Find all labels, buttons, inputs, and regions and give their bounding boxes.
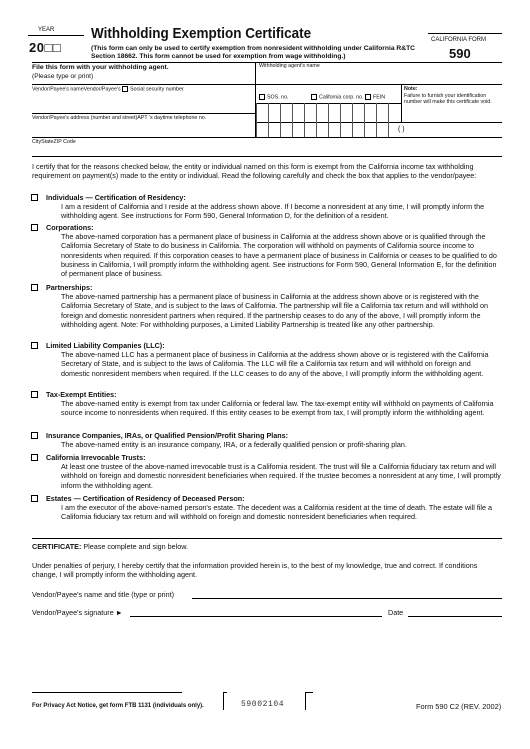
ca-corp-option	[311, 94, 363, 100]
apt-label: APT	[137, 115, 148, 121]
option-text: I am the executor of the above-named person's estate. The decedent was a California resident at the time of death. The estate will file a California fiduciary tax return and will withhold on foreign and domestic nonresident beneficiaries when required.	[61, 503, 493, 522]
option-heading: Limited Liability Companies (LLC):	[46, 341, 165, 350]
type-or-print-note: (Please type or print)	[32, 73, 94, 80]
note-label: Note:	[404, 86, 418, 92]
option-text: The above-named partnership has a permanent place of business in California at the address shown above or is registered with the California Secretary of State, and is subject to the laws of California. The partnership will file a California tax return and will withhold on foreign and domestic nonresident partners when required. If the partnership ceases to do any of the above, I will promptly inform the withholding agent. Note: For withholding purposes, a Limited Liability Partnership is treated like any other partnership.	[61, 292, 488, 329]
sos-option	[259, 94, 289, 100]
option-individuals	[31, 193, 501, 221]
option-partnerships	[31, 283, 501, 329]
footer-mark-right-top	[305, 692, 313, 693]
sos-checkbox[interactable]	[259, 94, 265, 100]
year-divider	[28, 35, 84, 36]
form-number: 590	[449, 46, 471, 61]
fein-label: FEIN	[373, 94, 386, 101]
signature-field[interactable]	[130, 616, 382, 617]
option-text: At least one trustee of the above-named irrevocable trust is a California resident. The trust will file a California fiduciary tax return and will withhold on foreign and domestic nonresident beneficiaries when required. If the trustee becomes a nonresident at any time, I will promptly inform the withholding agent.	[61, 462, 501, 490]
year-field[interactable]: 20□□	[29, 40, 62, 55]
option-corporations	[31, 223, 501, 278]
note-divider	[401, 84, 402, 122]
year-label: YEAR	[38, 27, 55, 33]
date-field[interactable]	[408, 616, 502, 617]
option-llc	[31, 341, 501, 378]
agent-name-field[interactable]	[256, 70, 502, 84]
name-title-field[interactable]	[192, 598, 502, 599]
option-text: The above-named corporation has a permanent place of business in California at the address shown above or is qualified through the California Secretary of State to do business in California. The corporation will withhold on payments of California source income to nonresidents when required. If this corporation ceases to have a permanent place of business in California or ceases to be qualified to do business in California, I will promptly inform the withholding agent. See instructions for Form 590, General Information E, for the definition of permanent place of business.	[61, 232, 497, 279]
privacy-notice: For Privacy Act Notice, get form FTB 1131 (individuals only).	[32, 703, 204, 709]
city-label: City	[32, 139, 42, 145]
option-heading: Individuals — Certification of Residency:	[46, 193, 186, 202]
llc-checkbox[interactable]	[31, 342, 38, 349]
california-form-label: CALIFORNIA FORM	[431, 37, 487, 43]
grid-rule-3	[32, 137, 502, 138]
tax-exempt-checkbox[interactable]	[31, 391, 38, 398]
option-tax-exempt	[31, 390, 501, 418]
grid-rule-2	[32, 113, 255, 114]
ssn-label: Social security number	[130, 86, 184, 93]
form-code: 59002104	[241, 700, 285, 709]
grid-bottom-rule	[32, 156, 502, 157]
certificate-instruction: Please complete and sign below.	[81, 542, 189, 551]
certificate-heading	[32, 542, 188, 551]
irrevocable-trusts-checkbox[interactable]	[31, 454, 38, 461]
partnerships-checkbox[interactable]	[31, 284, 38, 291]
estates-checkbox[interactable]	[31, 495, 38, 502]
vendor-name-label-text: Vendor/Payee's name	[32, 86, 84, 93]
file-instructions: File this form with your withholding agent.	[32, 64, 169, 71]
footer-mark-right	[305, 692, 306, 710]
option-text: The above-named LLC has a permanent place of business in California at the address shown above or is registered with the California Secretary of State, and is subject to the laws of California. The LLC will file a California tax return and will withhold on foreign and domestic nonresident members when required. If the LLC ceases to do any of the above, I will promptly inform the withholding agent.	[61, 350, 489, 378]
id-number-boxes[interactable]	[256, 103, 401, 122]
option-heading: Tax-Exempt Entities:	[46, 390, 117, 399]
option-heading: Partnerships:	[46, 283, 93, 292]
ca-corp-label: California corp. no.	[319, 94, 364, 101]
sos-label: SOS. no.	[267, 94, 289, 101]
form-revision: Form 590 C2 (REV. 2002)	[416, 702, 502, 711]
form-title: Withholding Exemption Certificate	[91, 26, 312, 42]
option-estates	[31, 494, 501, 522]
address-label-text: Vendor/Payee's address (number and street)	[32, 115, 138, 121]
option-text: The above-named entity is exempt from tax under California or federal law. The tax-exempt entity will withhold on payments of California source income to nonresidents when required. If this entity ceases to be exempt from tax, I will promptly inform the withholding agent.	[61, 399, 494, 418]
signature-label: Vendor/Payee's signature ►	[32, 608, 123, 617]
certificate-rule	[32, 538, 502, 539]
option-heading: Estates — Certification of Residency of Deceased Person:	[46, 494, 245, 503]
vendor-name-label	[32, 86, 184, 92]
footer-mark-left-top	[223, 692, 227, 693]
phone-number-boxes[interactable]	[256, 122, 401, 137]
zip-label: ZIP Code	[53, 139, 76, 145]
vendor-id-label-text: Vendor/Payee's	[83, 86, 121, 93]
fein-option	[365, 94, 385, 100]
address-field[interactable]	[32, 121, 254, 137]
certificate-title: CERTIFICATE:	[32, 542, 82, 551]
city-state-zip-field[interactable]	[32, 145, 502, 155]
option-heading: California Irrevocable Trusts:	[46, 453, 146, 462]
state-label: State	[41, 139, 54, 145]
option-heading: Insurance Companies, IRAs, or Qualified Pension/Profit Sharing Plans:	[46, 431, 289, 440]
intro-paragraph: I certify that for the reasons checked below, the entity or individual named on this form is exempt from the California income tax withholding requirement on payment(s) made to the entity or individual. Read the following carefully and check the box that applies to the vendor/payee:	[32, 162, 477, 181]
option-insurance	[31, 431, 501, 449]
footer-rule-left	[32, 692, 182, 693]
grid-rule-id	[255, 84, 502, 85]
footer-mark-left	[223, 692, 224, 710]
option-heading: Corporations:	[46, 223, 94, 232]
perjury-statement: Under penalties of perjury, I hereby certify that the information provided herein is, to the best of my knowledge, true and correct. If conditions change, I will promptly inform the withholding agent.	[32, 561, 478, 580]
option-text: The above-named entity is an insurance company, IRA, or a federally qualified pension or profit-sharing plan.	[61, 440, 407, 450]
fein-checkbox[interactable]	[365, 94, 371, 100]
agent-name-label: Withholding agent's name	[259, 63, 320, 69]
phone-parentheses: ( )	[398, 126, 405, 133]
form-subtitle: (This form can only be used to certify exemption from nonresident withholding under California R&TC Section 18662. This form cannot be used for exemption from wage withholding.)	[91, 45, 415, 60]
option-irrevocable-trusts	[31, 453, 501, 490]
individuals-checkbox[interactable]	[31, 194, 38, 201]
note-text: Failure to furnish your identification number will make this certificate void.	[404, 93, 492, 105]
insurance-checkbox[interactable]	[31, 432, 38, 439]
corporations-checkbox[interactable]	[31, 224, 38, 231]
ca-corp-checkbox[interactable]	[311, 94, 317, 100]
date-label: Date	[388, 608, 404, 617]
option-text: I am a resident of California and I reside at the address shown above. If I become a nonresident at any time, I will promptly inform the withholding agent. See instructions for Form 590, General Information D, for the definition of a resident.	[61, 202, 485, 221]
vendor-name-field[interactable]	[32, 93, 254, 113]
ssn-checkbox[interactable]	[122, 86, 128, 92]
name-title-label: Vendor/Payee's name and title (type or print)	[32, 590, 175, 599]
daytime-phone-label: 's daytime telephone no.	[148, 115, 207, 121]
